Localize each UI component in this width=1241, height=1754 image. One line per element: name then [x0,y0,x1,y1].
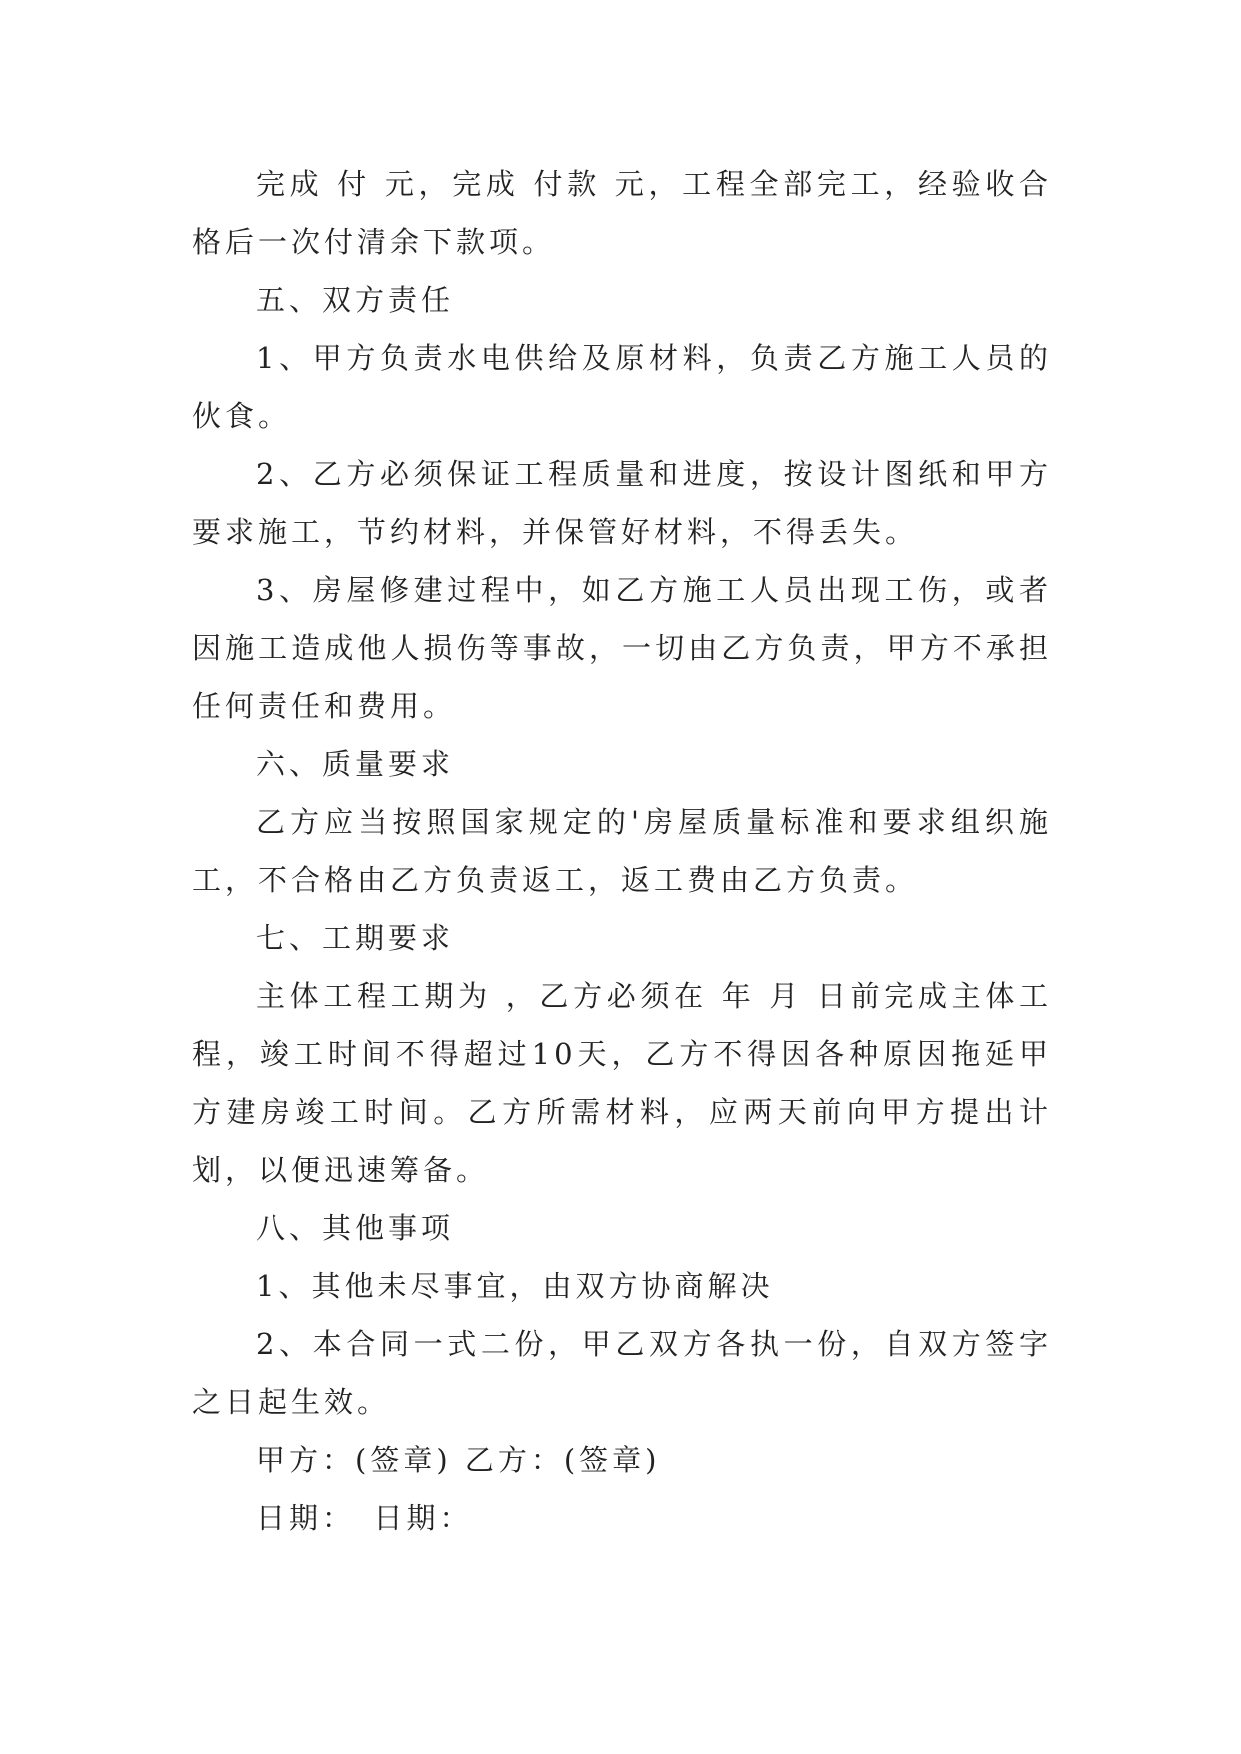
injury-liability-paragraph: 3、房屋修建过程中，如乙方施工人员出现工伤，或者因施工造成他人损伤等事故，一切由乙方负责，甲方不承担任何责任和费用。 [192,573,1052,723]
signature-line: 甲方：(签章) 乙方：(签章) [256,1443,661,1477]
section-heading-responsibilities: 五、双方责任 [256,283,455,317]
section-heading-schedule: 七、工期要求 [256,921,455,955]
party-a-responsibility-paragraph: 1、甲方负责水电供给及原材料，负责乙方施工人员的伙食。 [192,341,1052,433]
schedule-paragraph: 主体工程工期为 ，乙方必须在 年 月 日前完成主体工程，竣工时间不得超过10天，乙方不得因各种原因拖延甲方建房竣工时间。乙方所需材料，应两天前向甲方提出计划，以便迅速筹备。 [192,979,1052,1187]
payment-terms-paragraph: 完成 付 元，完成 付款 元，工程全部完工，经验收合格后一次付清余下款项。 [192,167,1052,259]
quality-standard-paragraph: 乙方应当按照国家规定的'房屋质量标准和要求组织施工，不合格由乙方负责返工，返工费由乙方负责。 [192,805,1052,897]
section-heading-other-matters: 八、其他事项 [256,1211,455,1245]
other-matters-item-2: 2、本合同一式二份，甲乙双方各执一份，自双方签字之日起生效。 [192,1327,1052,1419]
section-heading-quality: 六、质量要求 [256,747,455,781]
party-b-quality-paragraph: 2、乙方必须保证工程质量和进度，按设计图纸和甲方要求施工，节约材料，并保管好材料，不得丢失。 [192,457,1052,549]
other-matters-item-1: 1、其他未尽事宜，由双方协商解决 [256,1269,774,1303]
date-line: 日期： 日期： [256,1501,473,1535]
